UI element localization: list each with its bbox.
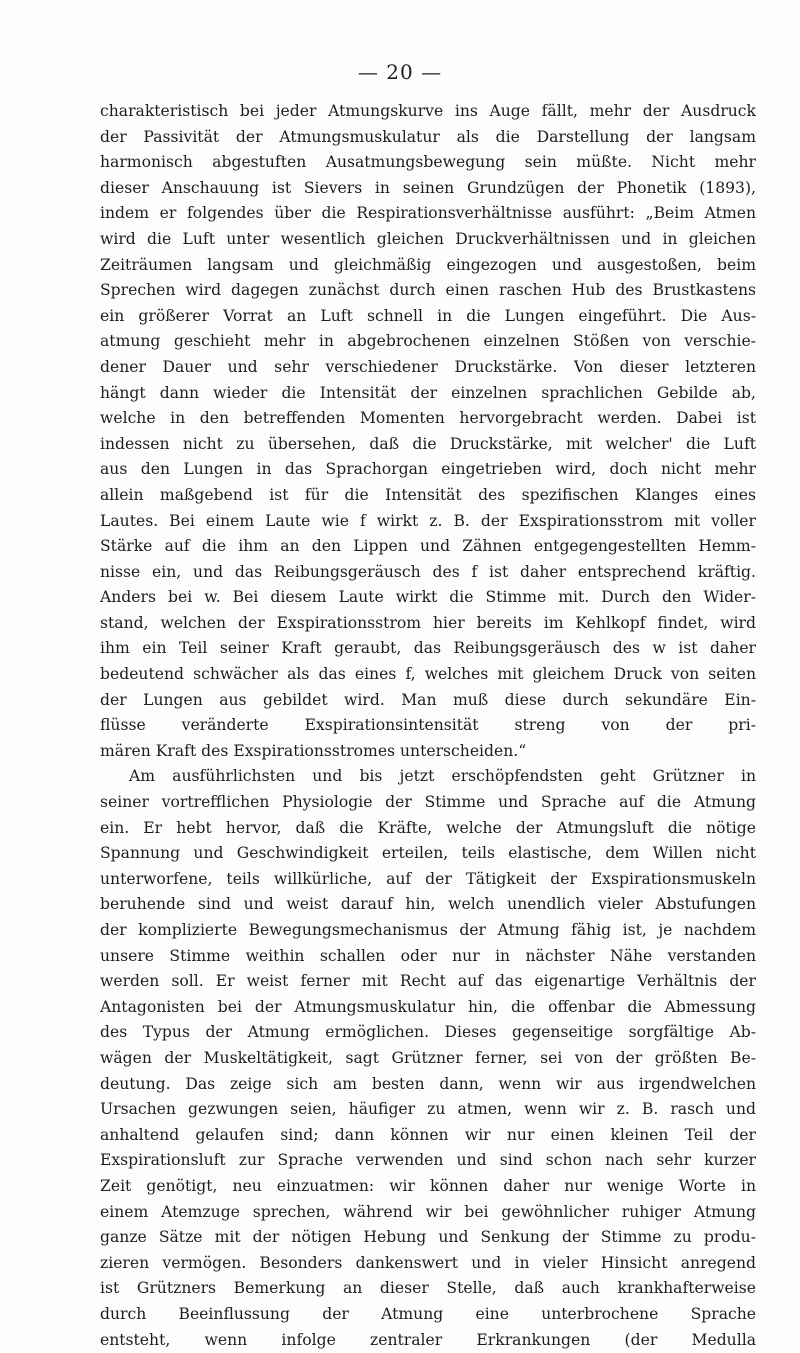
text-line: bedeutend schwächer als das eines f, welches mit gleichem Druck von seiten bbox=[100, 662, 756, 688]
text-line: deutung. Das zeige sich am besten dann, wenn wir aus irgendwelchen bbox=[100, 1072, 756, 1098]
text-line: dener Dauer und sehr verschiedener Druckstärke. Von dieser letzteren bbox=[100, 355, 756, 381]
body-text bbox=[100, 99, 756, 1353]
text-line: Spannung und Geschwindigkeit erteilen, teils elastische, dem Willen nicht bbox=[100, 841, 756, 867]
text-line: ist Grützners Bemerkung an dieser Stelle, daß auch krankhafterweise bbox=[100, 1276, 756, 1302]
text-line: Antagonisten bei der Atmungsmuskulatur hin, die offenbar die Abmessung bbox=[100, 995, 756, 1021]
text-line: des Typus der Atmung ermöglichen. Dieses gegenseitige sorgfältige Ab- bbox=[100, 1020, 756, 1046]
text-line: Sprechen wird dagegen zunächst durch einen raschen Hub des Brustkastens bbox=[100, 278, 756, 304]
text-line: harmonisch abgestuften Ausatmungsbewegung sein müßte. Nicht mehr bbox=[100, 150, 756, 176]
text-line: wird die Luft unter wesentlich gleichen Druckverhältnissen und in gleichen bbox=[100, 227, 756, 253]
text-line: Stärke auf die ihm an den Lippen und Zähnen entgegengestellten Hemm- bbox=[100, 534, 756, 560]
text-line: Zeit genötigt, neu einzuatmen: wir können daher nur wenige Worte in bbox=[100, 1174, 756, 1200]
text-line: unsere Stimme weithin schallen oder nur in nächster Nähe verstanden bbox=[100, 944, 756, 970]
text-line: Lautes. Bei einem Laute wie f wirkt z. B. der Exspirationsstrom mit voller bbox=[100, 509, 756, 535]
text-line: einem Atemzuge sprechen, während wir bei gewöhnlicher ruhiger Atmung bbox=[100, 1200, 756, 1226]
text-line: Ursachen gezwungen seien, häufiger zu atmen, wenn wir z. B. rasch und bbox=[100, 1097, 756, 1123]
text-line: der komplizierte Bewegungsmechanismus der Atmung fähig ist, je nachdem bbox=[100, 918, 756, 944]
text-line: beruhende sind und weist darauf hin, welch unendlich vieler Abstufungen bbox=[100, 892, 756, 918]
text-line: werden soll. Er weist ferner mit Recht auf das eigenartige Verhältnis der bbox=[100, 969, 756, 995]
text-line: mären Kraft des Exspirationsstromes unterscheiden.“ bbox=[100, 739, 756, 765]
text-line: allein maßgebend ist für die Intensität des spezifischen Klanges eines bbox=[100, 483, 756, 509]
text-line: Zeiträumen langsam und gleichmäßig eingezogen und ausgestoßen, beim bbox=[100, 253, 756, 279]
text-line: atmung geschieht mehr in abgebrochenen einzelnen Stößen von verschie- bbox=[100, 329, 756, 355]
text-line: indessen nicht zu übersehen, daß die Druckstärke, mit welcher' die Luft bbox=[100, 432, 756, 458]
text-line: stand, welchen der Exspirationsstrom hier bereits im Kehlkopf findet, wird bbox=[100, 611, 756, 637]
text-line: dieser Anschauung ist Sievers in seinen Grundzügen der Phonetik (1893), bbox=[100, 176, 756, 202]
text-line: Exspirationsluft zur Sprache verwenden und sind schon nach sehr kurzer bbox=[100, 1148, 756, 1174]
text-line: hängt dann wieder die Intensität der einzelnen sprachlichen Gebilde ab, bbox=[100, 381, 756, 407]
text-line: aus den Lungen in das Sprachorgan eingetrieben wird, doch nicht mehr bbox=[100, 457, 756, 483]
text-line: charakteristisch bei jeder Atmungskurve ins Auge fällt, mehr der Ausdruck bbox=[100, 99, 756, 125]
text-line: indem er folgendes über die Respirationsverhältnisse ausführt: „Beim Atmen bbox=[100, 201, 756, 227]
text-line: anhaltend gelaufen sind; dann können wir nur einen kleinen Teil der bbox=[100, 1123, 756, 1149]
text-line: ihm ein Teil seiner Kraft geraubt, das Reibungsgeräusch des w ist daher bbox=[100, 636, 756, 662]
text-line: Am ausführlichsten und bis jetzt erschöpfendsten geht Grützner in bbox=[100, 764, 756, 790]
text-line: ein. Er hebt hervor, daß die Kräfte, welche der Atmungsluft die nötige bbox=[100, 816, 756, 842]
text-line: welche in den betreffenden Momenten hervorgebracht werden. Dabei ist bbox=[100, 406, 756, 432]
text-line: nisse ein, und das Reibungsgeräusch des f ist daher entsprechend kräftig. bbox=[100, 560, 756, 586]
text-line: flüsse veränderte Exspirationsintensität streng von der pri- bbox=[100, 713, 756, 739]
text-line: der Lungen aus gebildet wird. Man muß diese durch sekundäre Ein- bbox=[100, 688, 756, 714]
text-line: Anders bei w. Bei diesem Laute wirkt die Stimme mit. Durch den Wider- bbox=[100, 585, 756, 611]
text-line: wägen der Muskeltätigkeit, sagt Grützner ferner, sei von der größten Be- bbox=[100, 1046, 756, 1072]
text-line: unterworfene, teils willkürliche, auf der Tätigkeit der Exspirationsmuskeln bbox=[100, 867, 756, 893]
text-line: zieren vermögen. Besonders dankenswert und in vieler Hinsicht anregend bbox=[100, 1251, 756, 1277]
text-line: ein größerer Vorrat an Luft schnell in die Lungen eingeführt. Die Aus- bbox=[100, 304, 756, 330]
text-line: seiner vortrefflichen Physiologie der Stimme und Sprache auf die Atmung bbox=[100, 790, 756, 816]
text-line: der Passivität der Atmungsmuskulatur als die Darstellung der langsam bbox=[100, 125, 756, 151]
text-line: entsteht, wenn infolge zentraler Erkrankungen (der Medulla bbox=[100, 1328, 756, 1353]
text-line: ganze Sätze mit der nötigen Hebung und Senkung der Stimme zu produ- bbox=[100, 1225, 756, 1251]
text-line: durch Beeinflussung der Atmung eine unterbrochene Sprache bbox=[100, 1302, 756, 1328]
page-number: — 20 — bbox=[0, 60, 800, 84]
